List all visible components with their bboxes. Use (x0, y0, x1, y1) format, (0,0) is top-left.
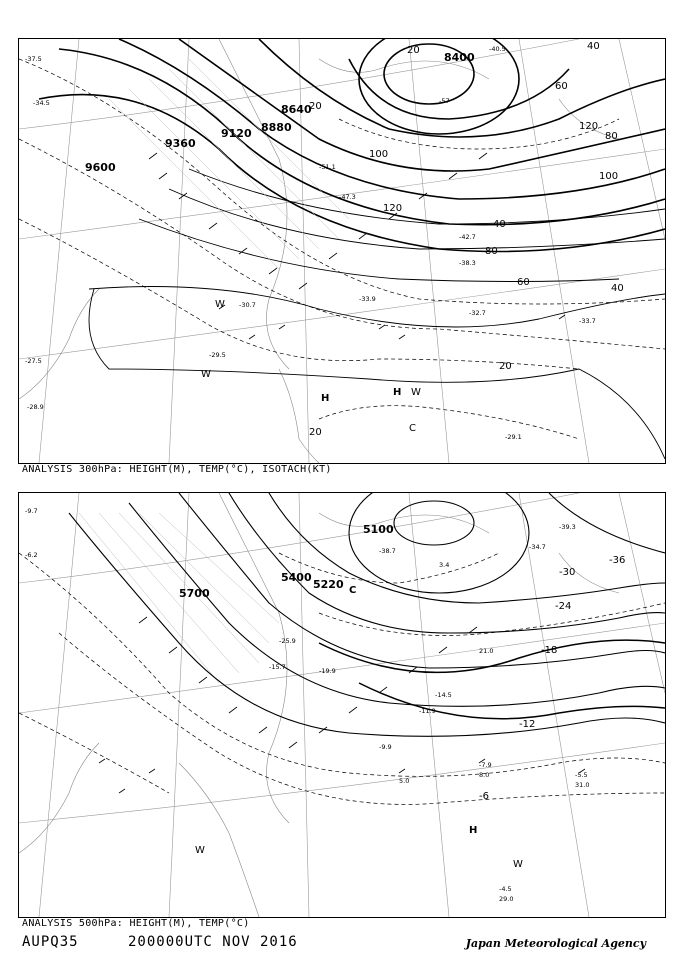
height-label: 5220 (313, 578, 344, 591)
warm-symbol: W (215, 299, 225, 310)
isotach-label: 40 (587, 41, 600, 52)
height-label: 9120 (221, 127, 252, 140)
map-300hpa (18, 38, 666, 464)
station-label: -11.9 (419, 707, 436, 715)
station-label: -38.7 (379, 547, 396, 555)
wind-barbs (149, 153, 565, 339)
isotherm-label: -6 (479, 791, 489, 802)
bottom-panel-caption: ANALYSIS 500hPa: HEIGHT(M), TEMP(°C) (22, 918, 250, 929)
isotach-label: 80 (605, 131, 618, 142)
isotach-label: 100 (599, 171, 619, 182)
height-label: 5100 (363, 523, 394, 536)
isotach-label: 100 (369, 149, 389, 160)
temp-label: -27.5 (25, 357, 42, 365)
station-label: -6.2 (25, 551, 38, 559)
station-label: -34.7 (529, 543, 546, 551)
temp-label: -33.7 (579, 317, 596, 325)
height-label: 8400 (444, 51, 475, 64)
temp-label: -40.5 (489, 45, 506, 53)
coastlines (19, 493, 619, 917)
jet-hatching (109, 59, 349, 269)
map-500hpa-canvas (19, 493, 665, 917)
temp-label: -47.3 (339, 193, 356, 201)
temp-label: -29.5 (209, 351, 226, 359)
station-label: 29.0 (499, 895, 514, 903)
analysis-time: 200000UTC NOV 2016 (128, 934, 298, 950)
temp-label: -42.7 (459, 233, 476, 241)
isotach-label: 20 (309, 101, 322, 112)
height-label: 8640 (281, 103, 312, 116)
cold-symbol: C (409, 423, 416, 434)
isotach-label: 60 (517, 277, 530, 288)
temp-label: -33.9 (359, 295, 376, 303)
graticule (19, 493, 665, 917)
isotach-label: 40 (611, 283, 624, 294)
height-label: 5400 (281, 571, 312, 584)
station-label: -39.3 (559, 523, 576, 531)
isotach-label: 80 (485, 246, 498, 257)
isotherms (19, 59, 665, 439)
top-panel-caption: ANALYSIS 300hPa: HEIGHT(M), TEMP(°C), ISOTACH(KT) (22, 464, 332, 475)
warm-symbol: W (513, 859, 523, 870)
station-label: 8.0 (479, 771, 490, 779)
station-label: 21.0 (479, 647, 494, 655)
station-label: -9.7 (25, 507, 38, 515)
high-pressure-symbol: H (393, 387, 402, 398)
station-label: -19.9 (319, 667, 336, 675)
height-contours (39, 39, 665, 252)
height-label: 5700 (179, 587, 210, 600)
temp-label: -28.9 (27, 403, 44, 411)
high-pressure-symbol: H (469, 825, 478, 836)
map-300hpa-canvas (19, 39, 665, 463)
cold-symbol: C (349, 585, 357, 596)
isotach-label: 60 (555, 81, 568, 92)
height-label: 9600 (85, 161, 116, 174)
isotach-label: 120 (383, 203, 403, 214)
warm-symbol: W (411, 387, 421, 398)
warm-symbol: W (201, 369, 211, 380)
height-label: 9360 (165, 137, 196, 150)
temp-label: -30.7 (239, 301, 256, 309)
temp-label: -29.1 (505, 433, 522, 441)
station-label: 31.0 (575, 781, 590, 789)
isotach-label: 20 (407, 45, 420, 56)
temp-label: -38.3 (459, 259, 476, 267)
station-label: -5.5 (575, 771, 588, 779)
station-label: -25.9 (279, 637, 296, 645)
temp-label: -57 (439, 97, 450, 105)
high-pressure-symbol: H (321, 393, 330, 404)
station-label: -4.5 (499, 885, 512, 893)
isotherm-label: -12 (519, 719, 536, 730)
isotach-lines (89, 169, 665, 459)
station-label: 3.4 (439, 561, 450, 569)
height-label: 8880 (261, 121, 292, 134)
chart-code: AUPQ35 (22, 934, 79, 950)
isotach-label: 20 (309, 427, 322, 438)
isotach-label: 40 (493, 219, 506, 230)
temp-label: -51.1 (319, 163, 336, 171)
isotherm-label: -24 (555, 601, 572, 612)
agency-name: Japan Meteorological Agency (465, 937, 646, 950)
temp-label: -34.5 (33, 99, 50, 107)
isotach-label: 20 (499, 361, 512, 372)
temp-label: -37.5 (25, 55, 42, 63)
graticule (19, 39, 665, 463)
station-label: -9.9 (379, 743, 392, 751)
station-label: -15.7 (269, 663, 286, 671)
station-label: 5.0 (399, 777, 410, 785)
station-label: -7.9 (479, 761, 492, 769)
isotach-label: 120 (579, 121, 599, 132)
map-500hpa (18, 492, 666, 918)
isotherm-label: -36 (609, 555, 626, 566)
isotherm-label: -30 (559, 567, 576, 578)
station-label: -14.5 (435, 691, 452, 699)
isotherm-label: -18 (541, 645, 558, 656)
temp-label: -32.7 (469, 309, 486, 317)
warm-symbol: W (195, 845, 205, 856)
